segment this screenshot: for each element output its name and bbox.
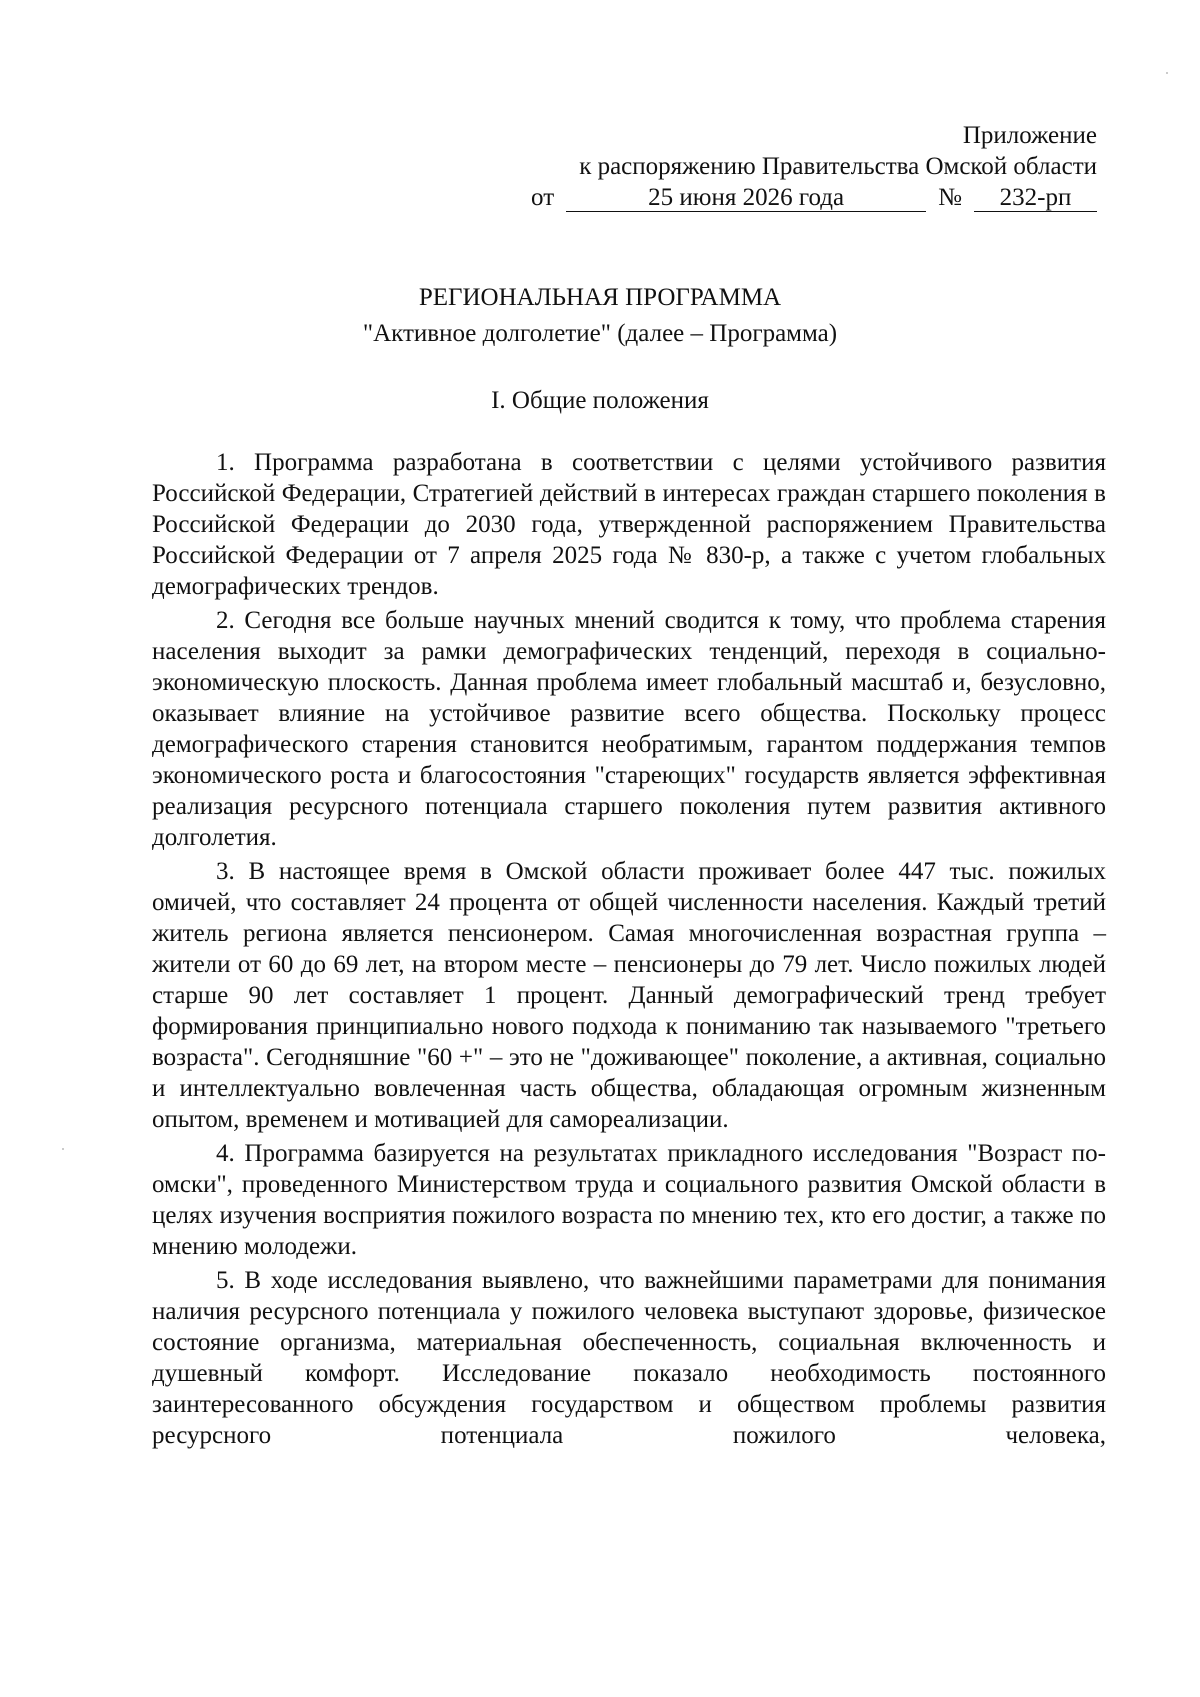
appendix-title: Приложение (962, 122, 1097, 149)
paragraph-1: 1. Программа разработана в соответствии с целями устойчивого развития Российской Федерации, Стратегией действий в интересах граждан старшего поколения в Российской Федерации до 2030 года, утвержденной распоряжением Правительства Российской Федерации от 7 апреля 2025 года № 830-р, а также с учетом глобальных демографических трендов. (152, 449, 1106, 600)
number-label: № (938, 184, 962, 211)
document-title: РЕГИОНАЛЬНАЯ ПРОГРАММА (418, 284, 782, 311)
paragraph-5: 5. В ходе исследования выявлено, что важнейшими параметрами для понимания наличия ресурсного потенциала у пожилого человека выступают здоровье, физическое состояние организма, материальная обеспеченность, социальная включенность и душевный комфорт. Исследование показало необходимость постоянного заинтересованного обсуждения государством и обществом проблемы развития ресурсного потенциала пожилого человека, (152, 1267, 1106, 1449)
section-heading: I. Общие положения (491, 387, 709, 414)
document-title-block (100, 280, 1100, 352)
document-body (152, 447, 1106, 1454)
paragraph-3: 3. В настоящее время в Омской области проживает более 447 тыс. пожилых омичей, что составляет 24 процента от общей численности населения. Каждый третий житель региона является пенсионером. Самая многочисленная возрастная группа – жители от 60 до 69 лет, на втором месте – пенсионеры до 79 лет. Число пожилых людей старше 90 лет составляет 1 процент. Данный демографический тренд требует формирования принципиально нового подхода к пониманию так называемого "третьего возраста". Сегодняшние "60 +" – это не "доживающее" поколение, а активная, социально и интеллектуально вовлеченная часть общества, обладающая огромным жизненным опытом, временем и мотивацией для самореализации. (152, 858, 1106, 1133)
order-date: 25 июня 2026 года (566, 185, 926, 212)
scan-speck (1166, 72, 1168, 74)
appendix-date-line (531, 182, 1097, 213)
order-number: 232-рп (974, 185, 1097, 212)
appendix-order-reference: к распоряжению Правительства Омской области (579, 153, 1097, 180)
scan-speck (62, 1148, 64, 1150)
document-subtitle: "Активное долголетие" (далее – Программа) (362, 320, 838, 347)
paragraph-2: 2. Сегодня все больше научных мнений сводится к тому, что проблема старения населения выходит за рамки демографических тенденций, переходя в социально-экономическую плоскость. Данная проблема имеет глобальный масштаб и, безусловно, оказывает влияние на устойчивое развитие всего общества. Поскольку процесс демографического старения становится необратимым, гарантом поддержания темпов экономического роста и благосостояния "стареющих" государств является эффективная реализация ресурсного потенциала старшего поколения путем развития активного долголетия. (152, 607, 1106, 851)
from-label: от (531, 184, 555, 211)
paragraph-4: 4. Программа базируется на результатах прикладного исследования "Возраст по-омски", проведенного Министерством труда и социального развития Омской области в целях изучения восприятия пожилого возраста по мнению тех, кто его достиг, а также по мнению молодежи. (152, 1140, 1106, 1260)
appendix-block (531, 120, 1097, 213)
